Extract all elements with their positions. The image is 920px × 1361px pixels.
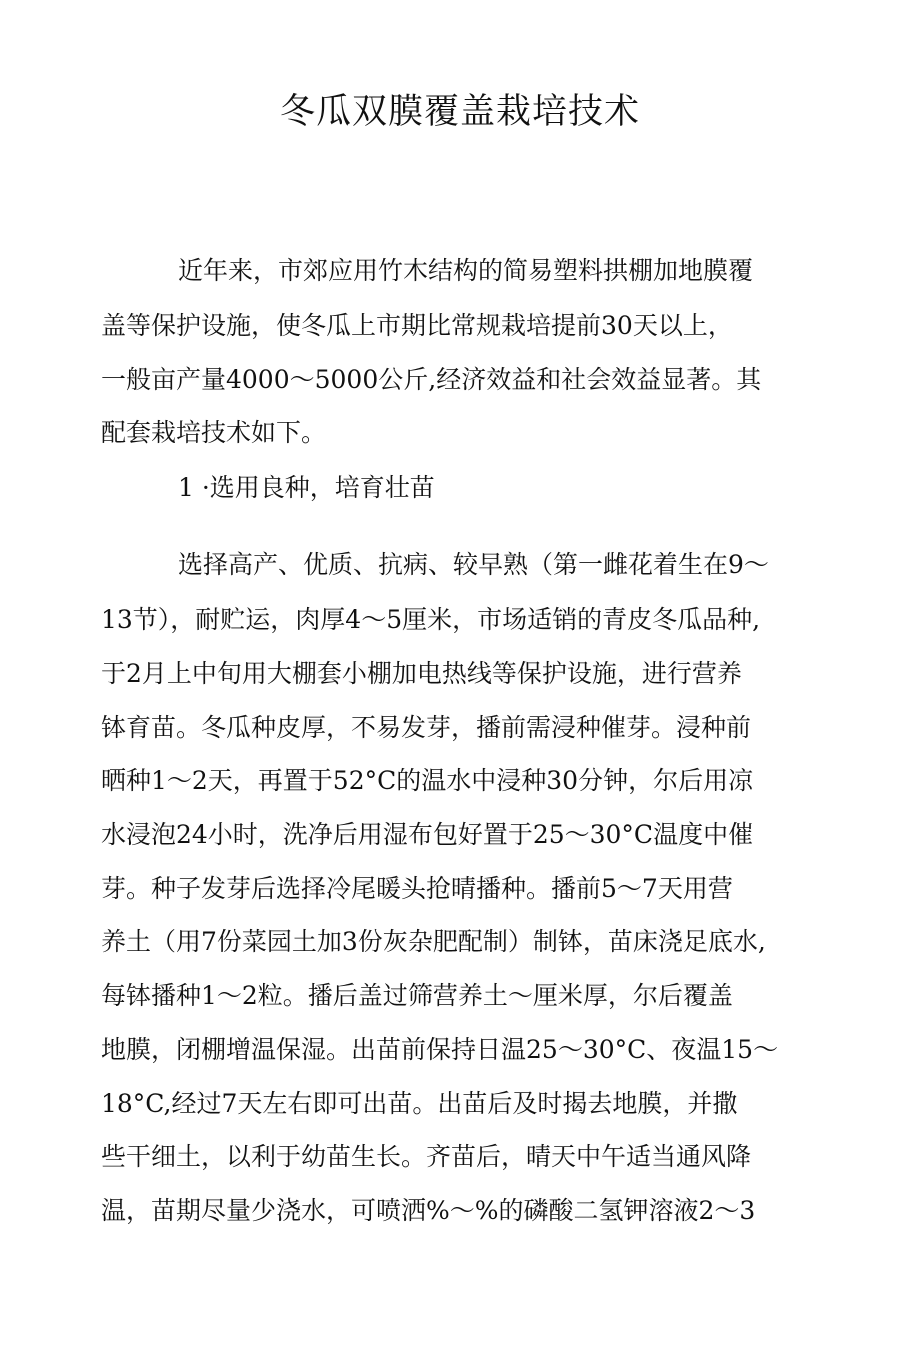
- paragraph-line: 配套栽培技术如下。: [101, 418, 327, 447]
- paragraph-line: 18°C,经过7天左右即可出苗。出苗后及时揭去地膜，并撒: [101, 1089, 738, 1118]
- paragraph-line: 水浸泡24小时，洗净后用湿布包好置于25～30°C温度中催: [101, 820, 754, 849]
- paragraph-line: 晒种1～2天，再置于52°C的温水中浸种30分钟，尔后用凉: [101, 766, 754, 795]
- paragraph-line: 盖等保护设施，使冬瓜上市期比常规栽培提前30天以上，: [101, 311, 733, 340]
- section-heading: 1 ·选用良种，培育壮苗: [178, 473, 435, 502]
- paragraph-line: 养土（用7份菜园土加3份灰杂肥配制）制钵，苗床浇足底水,: [101, 927, 766, 956]
- paragraph-line: 于2月上中旬用大棚套小棚加电热线等保护设施，进行营养: [101, 659, 742, 688]
- paragraph-line: 芽。种子发芽后选择冷尾暖头抢晴播种。播前5～7天用营: [101, 874, 733, 903]
- paragraph-line: 每钵播种1～2粒。播后盖过筛营养土～厘米厚，尔后覆盖: [101, 981, 733, 1010]
- paragraph-line: 一般亩产量4000～5000公斤,经济效益和社会效益显著。其: [101, 365, 762, 394]
- paragraph-line: 温，苗期尽量少浇水，可喷洒%～%的磷酸二氢钾溶液2～3: [101, 1196, 756, 1225]
- paragraph-line: 钵育苗。冬瓜种皮厚，不易发芽，播前需浸种催芽。浸种前: [101, 713, 752, 742]
- paragraph-line: 些干细土，以利于幼苗生长。齐苗后，晴天中午适当通风降: [101, 1142, 752, 1171]
- paragraph-line: 近年来，市郊应用竹木结构的简易塑料拱棚加地膜覆: [178, 256, 754, 285]
- paragraph-line: 地膜，闭棚增温保湿。出苗前保持日温25～30°C、夜温15～: [101, 1035, 779, 1064]
- paragraph-line: 选择高产、优质、抗病、较早熟（第一雌花着生在9～: [178, 550, 769, 579]
- paragraph-line: 13节），耐贮运，肉厚4～5厘米，市场适销的青皮冬瓜品种,: [101, 605, 761, 634]
- document-title: 冬瓜双膜覆盖栽培技术: [279, 92, 640, 132]
